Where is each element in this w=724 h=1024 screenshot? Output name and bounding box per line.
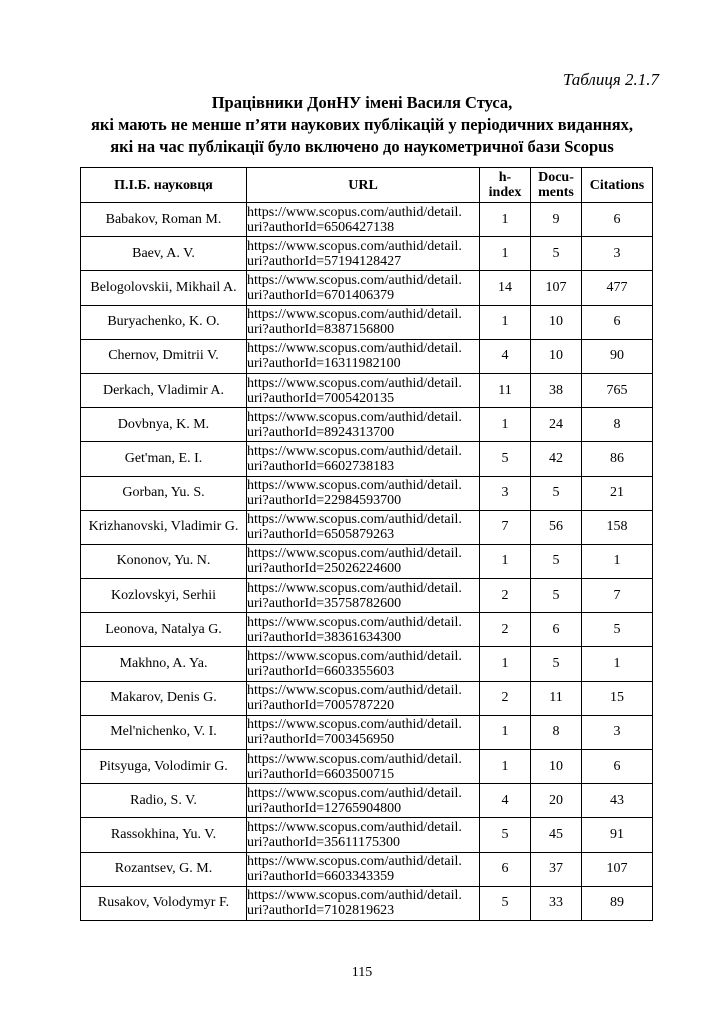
scopus-url-line: uri?authorId=22984593700 <box>247 493 402 509</box>
table-row <box>81 715 653 749</box>
citations-cell: 158 <box>582 510 653 544</box>
scopus-url-line: https://www.scopus.com/authid/detail. <box>247 238 462 254</box>
scopus-url-line: https://www.scopus.com/authid/detail. <box>247 204 462 220</box>
table-row <box>81 681 653 715</box>
documents-cell: 56 <box>531 510 582 544</box>
scientist-name-cell: Derkach, Vladimir A. <box>81 373 247 407</box>
table-row <box>81 373 653 407</box>
scopus-url-line: https://www.scopus.com/authid/detail. <box>247 785 462 801</box>
citations-cell: 5 <box>582 613 653 647</box>
scopus-url-line: uri?authorId=25026224600 <box>247 561 402 577</box>
documents-cell: 5 <box>531 647 582 681</box>
scopus-url-line: https://www.scopus.com/authid/detail. <box>247 512 462 528</box>
h-index-cell: 1 <box>480 715 531 749</box>
title-line: Працівники ДонНУ імені Василя Стуса, <box>211 93 513 112</box>
column-header-documents-line: Docu- <box>538 170 574 185</box>
scopus-url-cell <box>247 544 480 578</box>
table-body <box>81 203 653 921</box>
documents-cell: 11 <box>531 681 582 715</box>
scopus-url-cell <box>247 681 480 715</box>
table-row <box>81 544 653 578</box>
table-row <box>81 339 653 373</box>
scopus-url-line: https://www.scopus.com/authid/detail. <box>247 683 462 699</box>
scientist-name-cell: Kozlovskyi, Serhii <box>81 579 247 613</box>
scientist-name-cell: Rozantsev, G. M. <box>81 852 247 886</box>
scopus-url-line: uri?authorId=6602738183 <box>247 458 395 474</box>
h-index-cell: 1 <box>480 203 531 237</box>
citations-cell: 6 <box>582 305 653 339</box>
scopus-url-line: uri?authorId=38361634300 <box>247 629 402 645</box>
column-header-h-index-line: h- <box>498 170 512 185</box>
table-label: Таблиця 2.1.7 <box>562 70 659 89</box>
scopus-url-cell <box>247 886 480 920</box>
citations-cell: 477 <box>582 271 653 305</box>
scopus-url-line: uri?authorId=8924313700 <box>247 424 395 440</box>
scopus-url-line: https://www.scopus.com/authid/detail. <box>247 751 462 767</box>
scopus-url-cell <box>247 579 480 613</box>
scopus-url-line: uri?authorId=7003456950 <box>247 732 395 748</box>
scopus-url-line: uri?authorId=6603500715 <box>247 766 395 782</box>
scopus-url-line: https://www.scopus.com/authid/detail. <box>247 819 462 835</box>
table-header-row <box>81 168 653 203</box>
scopus-url-cell <box>247 305 480 339</box>
scientist-name-cell: Get'man, E. I. <box>81 442 247 476</box>
citations-cell: 15 <box>582 681 653 715</box>
table-row <box>81 476 653 510</box>
scientist-name-cell: Dovbnya, K. M. <box>81 408 247 442</box>
scopus-url-cell <box>247 237 480 271</box>
documents-cell: 5 <box>531 476 582 510</box>
scopus-url-line: uri?authorId=35758782600 <box>247 595 402 611</box>
documents-cell: 5 <box>531 579 582 613</box>
documents-cell: 10 <box>531 305 582 339</box>
h-index-cell: 1 <box>480 305 531 339</box>
scopus-url-cell <box>247 647 480 681</box>
h-index-cell: 4 <box>480 784 531 818</box>
scopus-url-cell <box>247 750 480 784</box>
scopus-url-line: https://www.scopus.com/authid/detail. <box>247 717 462 733</box>
documents-cell: 9 <box>531 203 582 237</box>
citations-cell: 1 <box>582 544 653 578</box>
scopus-url-line: uri?authorId=7005787220 <box>247 698 395 714</box>
citations-cell: 7 <box>582 579 653 613</box>
citations-cell: 3 <box>582 715 653 749</box>
scopus-url-cell <box>247 613 480 647</box>
column-header-documents <box>531 168 582 203</box>
page-number: 115 <box>351 965 373 980</box>
scientist-name-cell: Leonova, Natalya G. <box>81 613 247 647</box>
scopus-url-cell <box>247 442 480 476</box>
documents-cell: 45 <box>531 818 582 852</box>
scopus-url-line: uri?authorId=6701406379 <box>247 287 395 303</box>
h-index-cell: 1 <box>480 647 531 681</box>
table-row <box>81 408 653 442</box>
scientist-name-cell: Baev, A. V. <box>81 237 247 271</box>
table-row <box>81 750 653 784</box>
column-header-url: URL <box>247 168 480 203</box>
scientist-name-cell: Makhno, A. Ya. <box>81 647 247 681</box>
scientist-name-cell: Rassokhina, Yu. V. <box>81 818 247 852</box>
citations-cell: 21 <box>582 476 653 510</box>
documents-cell: 42 <box>531 442 582 476</box>
scopus-url-line: uri?authorId=6506427138 <box>247 219 395 235</box>
citations-cell: 91 <box>582 818 653 852</box>
documents-cell: 107 <box>531 271 582 305</box>
h-index-cell: 5 <box>480 442 531 476</box>
table-row <box>81 442 653 476</box>
documents-cell: 37 <box>531 852 582 886</box>
citations-cell: 90 <box>582 339 653 373</box>
h-index-cell: 1 <box>480 408 531 442</box>
citations-cell: 8 <box>582 408 653 442</box>
title-line: які мають не менше п’яти наукових публікацій у періодичних виданнях, <box>90 115 634 134</box>
scopus-url-cell <box>247 373 480 407</box>
scopus-url-cell <box>247 476 480 510</box>
scopus-url-cell <box>247 510 480 544</box>
h-index-cell: 6 <box>480 852 531 886</box>
scopus-url-line: https://www.scopus.com/authid/detail. <box>247 854 462 870</box>
citations-cell: 89 <box>582 886 653 920</box>
scientist-name-cell: Rusakov, Volodymyr F. <box>81 886 247 920</box>
h-index-cell: 11 <box>480 373 531 407</box>
documents-cell: 6 <box>531 613 582 647</box>
citations-cell: 86 <box>582 442 653 476</box>
h-index-cell: 14 <box>480 271 531 305</box>
scientist-name-cell: Pitsyuga, Volodimir G. <box>81 750 247 784</box>
h-index-cell: 5 <box>480 818 531 852</box>
scopus-url-line: uri?authorId=57194128427 <box>247 253 402 269</box>
scopus-url-line: uri?authorId=6603343359 <box>247 869 395 885</box>
table-row <box>81 237 653 271</box>
scopus-url-cell <box>247 203 480 237</box>
scopus-url-line: https://www.scopus.com/authid/detail. <box>247 272 462 288</box>
documents-cell: 24 <box>531 408 582 442</box>
citations-cell: 765 <box>582 373 653 407</box>
scopus-url-line: https://www.scopus.com/authid/detail. <box>247 649 462 665</box>
h-index-cell: 3 <box>480 476 531 510</box>
scopus-url-line: https://www.scopus.com/authid/detail. <box>247 341 462 357</box>
scopus-url-line: https://www.scopus.com/authid/detail. <box>247 409 462 425</box>
h-index-cell: 1 <box>480 750 531 784</box>
table-row <box>81 203 653 237</box>
scopus-url-line: uri?authorId=7005420135 <box>247 390 395 406</box>
scopus-url-line: https://www.scopus.com/authid/detail. <box>247 614 462 630</box>
citations-cell: 43 <box>582 784 653 818</box>
scientist-name-cell: Mel'nichenko, V. I. <box>81 715 247 749</box>
table-row <box>81 579 653 613</box>
column-header-h-index <box>480 168 531 203</box>
scopus-url-line: uri?authorId=6603355603 <box>247 664 395 680</box>
scopus-url-cell <box>247 271 480 305</box>
table-row <box>81 784 653 818</box>
h-index-cell: 4 <box>480 339 531 373</box>
documents-cell: 38 <box>531 373 582 407</box>
documents-cell: 10 <box>531 750 582 784</box>
h-index-cell: 5 <box>480 886 531 920</box>
citations-cell: 1 <box>582 647 653 681</box>
citations-cell: 6 <box>582 203 653 237</box>
citations-cell: 3 <box>582 237 653 271</box>
table-row <box>81 818 653 852</box>
scopus-url-line: uri?authorId=35611175300 <box>247 834 401 850</box>
column-header-documents-line: ments <box>538 185 574 200</box>
scientist-name-cell: Gorban, Yu. S. <box>81 476 247 510</box>
scopus-url-cell <box>247 408 480 442</box>
title-line: які на час публікації було включено до наукометричної бази Scopus <box>110 137 614 156</box>
scopus-url-line: uri?authorId=8387156800 <box>247 322 395 338</box>
citations-cell: 6 <box>582 750 653 784</box>
documents-cell: 5 <box>531 237 582 271</box>
scientist-name-cell: Radio, S. V. <box>81 784 247 818</box>
scientist-name-cell: Makarov, Denis G. <box>81 681 247 715</box>
scopus-url-line: uri?authorId=7102819623 <box>247 903 395 919</box>
documents-cell: 8 <box>531 715 582 749</box>
scopus-url-line: https://www.scopus.com/authid/detail. <box>247 888 462 904</box>
scopus-url-line: https://www.scopus.com/authid/detail. <box>247 307 462 323</box>
citations-cell: 107 <box>582 852 653 886</box>
documents-cell: 20 <box>531 784 582 818</box>
h-index-cell: 1 <box>480 237 531 271</box>
h-index-cell: 2 <box>480 681 531 715</box>
column-header-name: П.І.Б. науковця <box>81 168 247 203</box>
column-header-citations: Citations <box>582 168 653 203</box>
documents-cell: 33 <box>531 886 582 920</box>
h-index-cell: 2 <box>480 579 531 613</box>
table-row <box>81 886 653 920</box>
table-title <box>60 92 664 158</box>
h-index-cell: 7 <box>480 510 531 544</box>
scopus-url-line: https://www.scopus.com/authid/detail. <box>247 580 462 596</box>
scopus-url-line: https://www.scopus.com/authid/detail. <box>247 443 462 459</box>
scientist-name-cell: Chernov, Dmitrii V. <box>81 339 247 373</box>
scopus-url-line: https://www.scopus.com/authid/detail. <box>247 546 462 562</box>
documents-cell: 10 <box>531 339 582 373</box>
scientist-name-cell: Krizhanovski, Vladimir G. <box>81 510 247 544</box>
table-row <box>81 271 653 305</box>
documents-cell: 5 <box>531 544 582 578</box>
scopus-table <box>80 167 653 921</box>
table-row <box>81 852 653 886</box>
scopus-url-line: https://www.scopus.com/authid/detail. <box>247 375 462 391</box>
scientist-name-cell: Belogolovskiі, Mikhail A. <box>81 271 247 305</box>
table-row <box>81 647 653 681</box>
h-index-cell: 2 <box>480 613 531 647</box>
h-index-cell: 1 <box>480 544 531 578</box>
scientist-name-cell: Buryachenko, K. O. <box>81 305 247 339</box>
column-header-h-index-line: index <box>488 185 522 200</box>
scopus-url-cell <box>247 784 480 818</box>
scopus-url-cell <box>247 852 480 886</box>
table-row <box>81 510 653 544</box>
scopus-url-cell <box>247 715 480 749</box>
scopus-url-line: uri?authorId=16311982100 <box>247 356 401 372</box>
table-row <box>81 613 653 647</box>
scopus-url-cell <box>247 339 480 373</box>
scopus-url-cell <box>247 818 480 852</box>
scopus-url-line: uri?authorId=12765904800 <box>247 800 402 816</box>
table-row <box>81 305 653 339</box>
scientist-name-cell: Kononov, Yu. N. <box>81 544 247 578</box>
scientist-name-cell: Babakov, Roman M. <box>81 203 247 237</box>
scopus-url-line: uri?authorId=6505879263 <box>247 527 395 543</box>
scopus-url-line: https://www.scopus.com/authid/detail. <box>247 478 462 494</box>
